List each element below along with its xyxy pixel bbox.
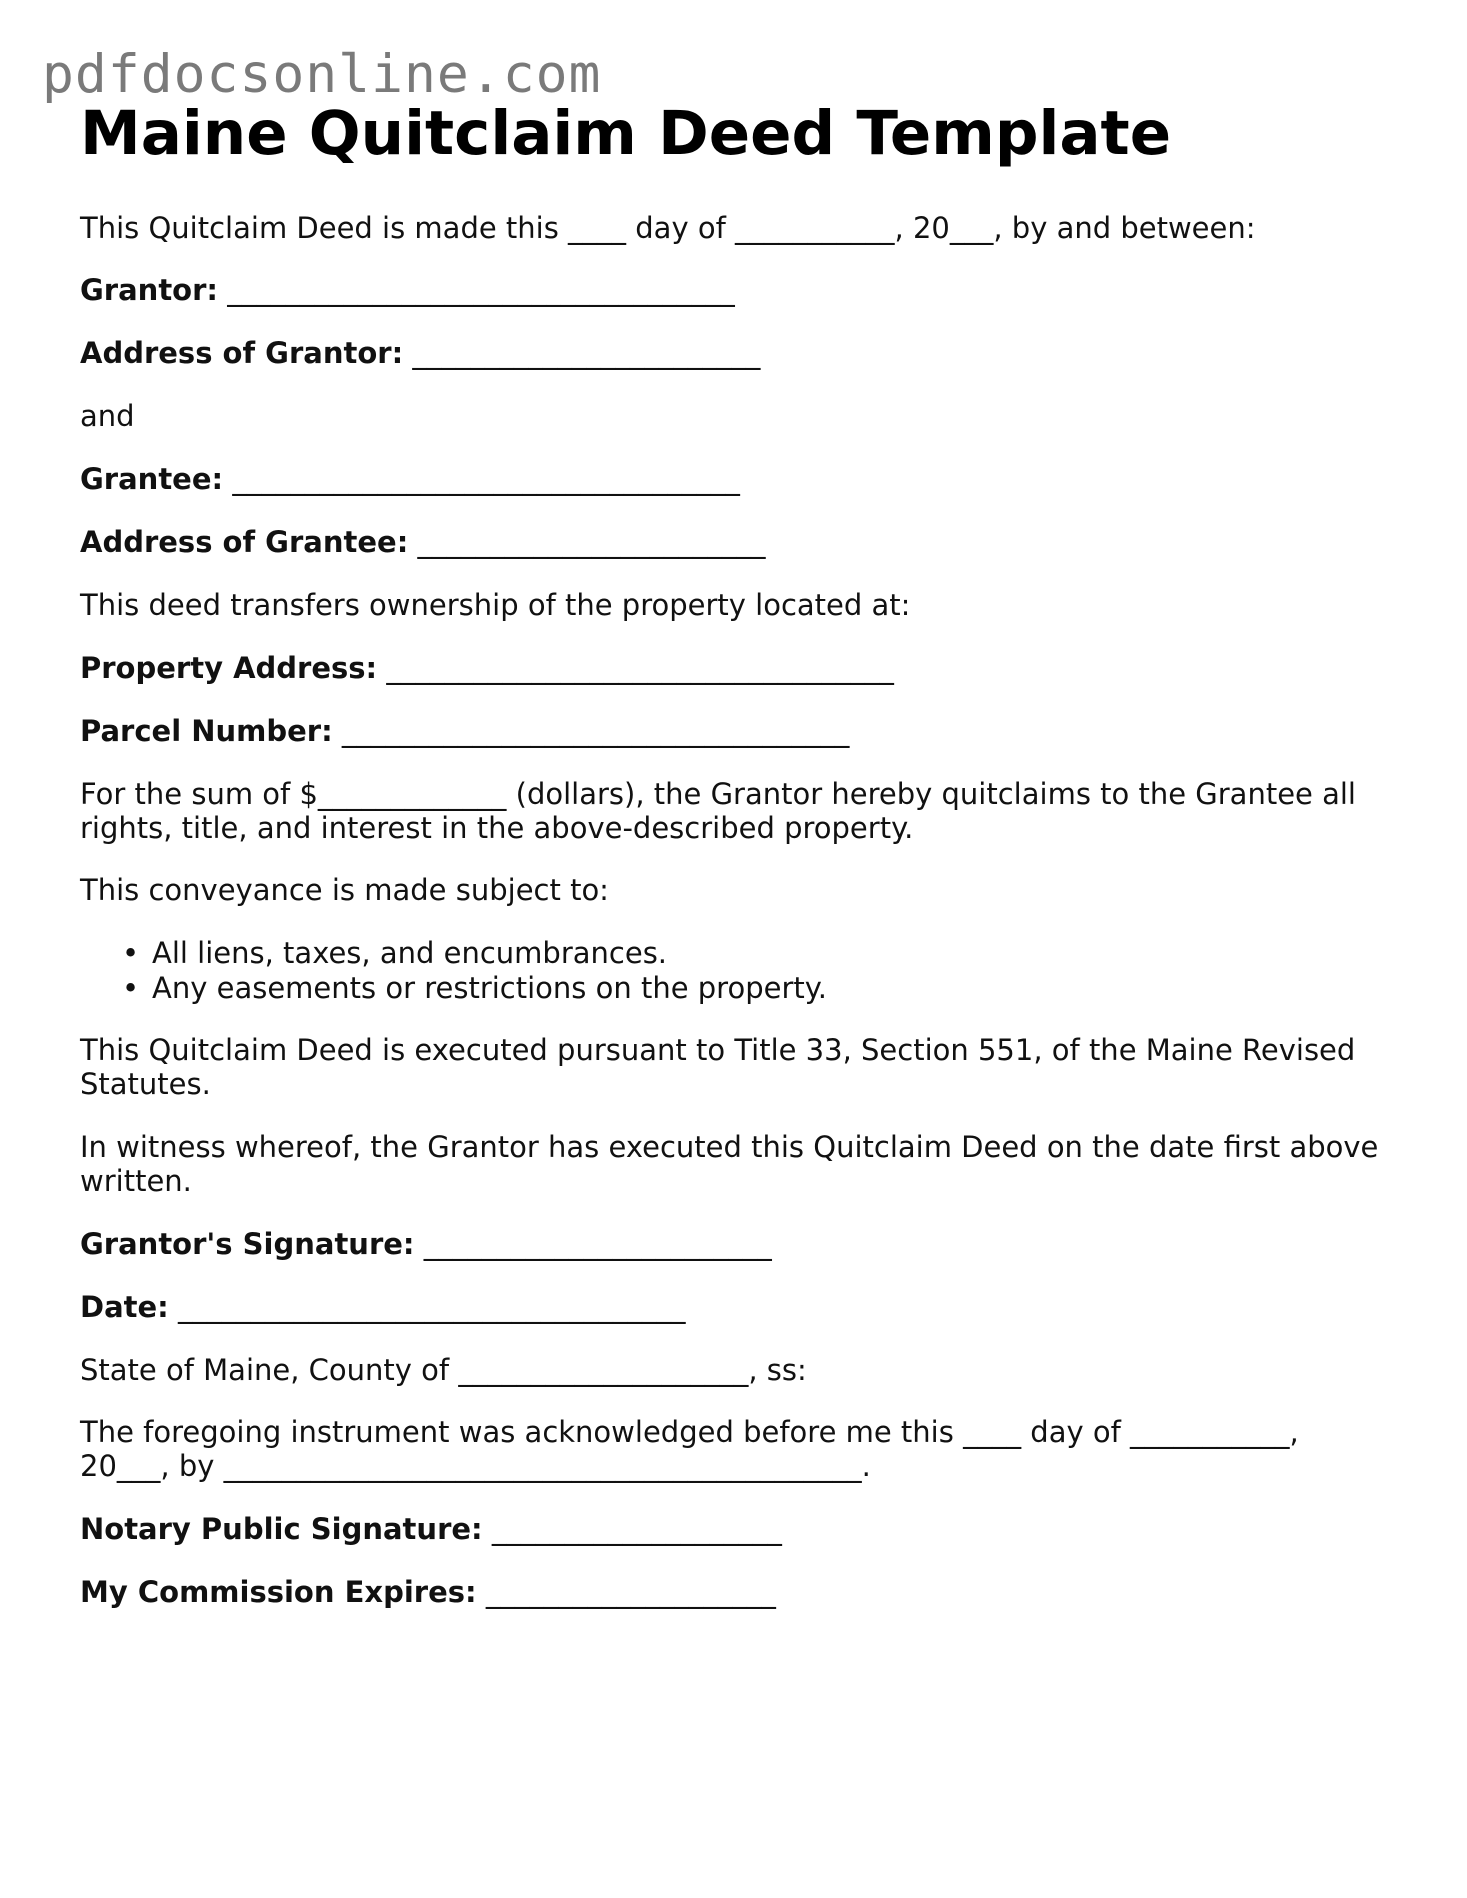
intro-text: This Quitclaim Deed is made this ____ day of ___________, 20___, by and between: <box>80 211 1256 245</box>
grantee-address-label: Address of Grantee: <box>80 525 409 559</box>
witness-paragraph: In witness whereof, the Grantor has executed this Quitclaim Deed on the date first above written. <box>80 1130 1379 1198</box>
bullet-icon: • <box>122 936 140 970</box>
parcel-number-blank[interactable]: ___________________________________ <box>341 714 850 748</box>
commission-expires-blank[interactable]: ____________________ <box>485 1575 776 1609</box>
date-label: Date: <box>80 1290 169 1324</box>
property-address-field <box>80 651 894 685</box>
grantor-address-field <box>80 336 760 370</box>
statute-paragraph: This Quitclaim Deed is executed pursuant to Title 33, Section 551, of the Maine Revised Statutes. <box>80 1033 1356 1101</box>
notary-signature-label: Notary Public Signature: <box>80 1512 483 1546</box>
list-item <box>80 936 827 971</box>
list-item-text: All liens, taxes, and encumbrances. <box>152 936 668 970</box>
subject-list <box>80 936 827 1006</box>
parcel-number-label: Parcel Number: <box>80 714 333 748</box>
notary-signature-field <box>80 1512 782 1546</box>
date-field <box>80 1290 686 1324</box>
grantor-signature-blank[interactable]: ________________________ <box>423 1227 772 1261</box>
grantor-label: Grantor: <box>80 273 219 307</box>
grantor-address-label: Address of Grantor: <box>80 336 404 370</box>
page-title: Maine Quitclaim Deed Template <box>80 98 1172 169</box>
subject-heading: This conveyance is made subject to: <box>80 873 609 907</box>
grantee-field <box>80 462 740 496</box>
bullet-icon: • <box>122 971 140 1005</box>
grantor-blank[interactable]: ___________________________________ <box>227 273 735 307</box>
consideration-paragraph: For the sum of $_____________ (dollars), the Grantor hereby quitclaims to the Grantee all rights, title, and interest in the above-described property. <box>80 777 1356 845</box>
grantor-address-blank[interactable]: ________________________ <box>412 336 761 370</box>
and-text: and <box>80 399 135 433</box>
list-item-text: Any easements or restrictions on the property. <box>152 971 828 1005</box>
grantee-address-blank[interactable]: ________________________ <box>417 525 766 559</box>
notary-signature-blank[interactable]: ____________________ <box>491 1512 782 1546</box>
parcel-number-field <box>80 714 849 748</box>
transfer-text: This deed transfers ownership of the property located at: <box>80 588 911 622</box>
county-text: State of Maine, County of ____________________, ss: <box>80 1353 807 1387</box>
commission-expires-field <box>80 1575 776 1609</box>
watermark: pdfdocsonline.com <box>42 44 602 105</box>
grantee-label: Grantee: <box>80 462 224 496</box>
grantee-blank[interactable]: ___________________________________ <box>232 462 740 496</box>
grantor-field <box>80 273 735 307</box>
property-address-blank[interactable]: ___________________________________ <box>386 651 894 685</box>
commission-expires-label: My Commission Expires: <box>80 1575 477 1609</box>
date-blank[interactable]: ___________________________________ <box>178 1290 686 1324</box>
grantor-signature-label: Grantor's Signature: <box>80 1227 415 1261</box>
grantee-address-field <box>80 525 766 559</box>
grantor-signature-field <box>80 1227 772 1261</box>
acknowledgment-paragraph: The foregoing instrument was acknowledged before me this ____ day of ___________, 20___, by ____________________________________________. <box>80 1415 1299 1483</box>
list-item <box>80 971 827 1006</box>
property-address-label: Property Address: <box>80 651 378 685</box>
